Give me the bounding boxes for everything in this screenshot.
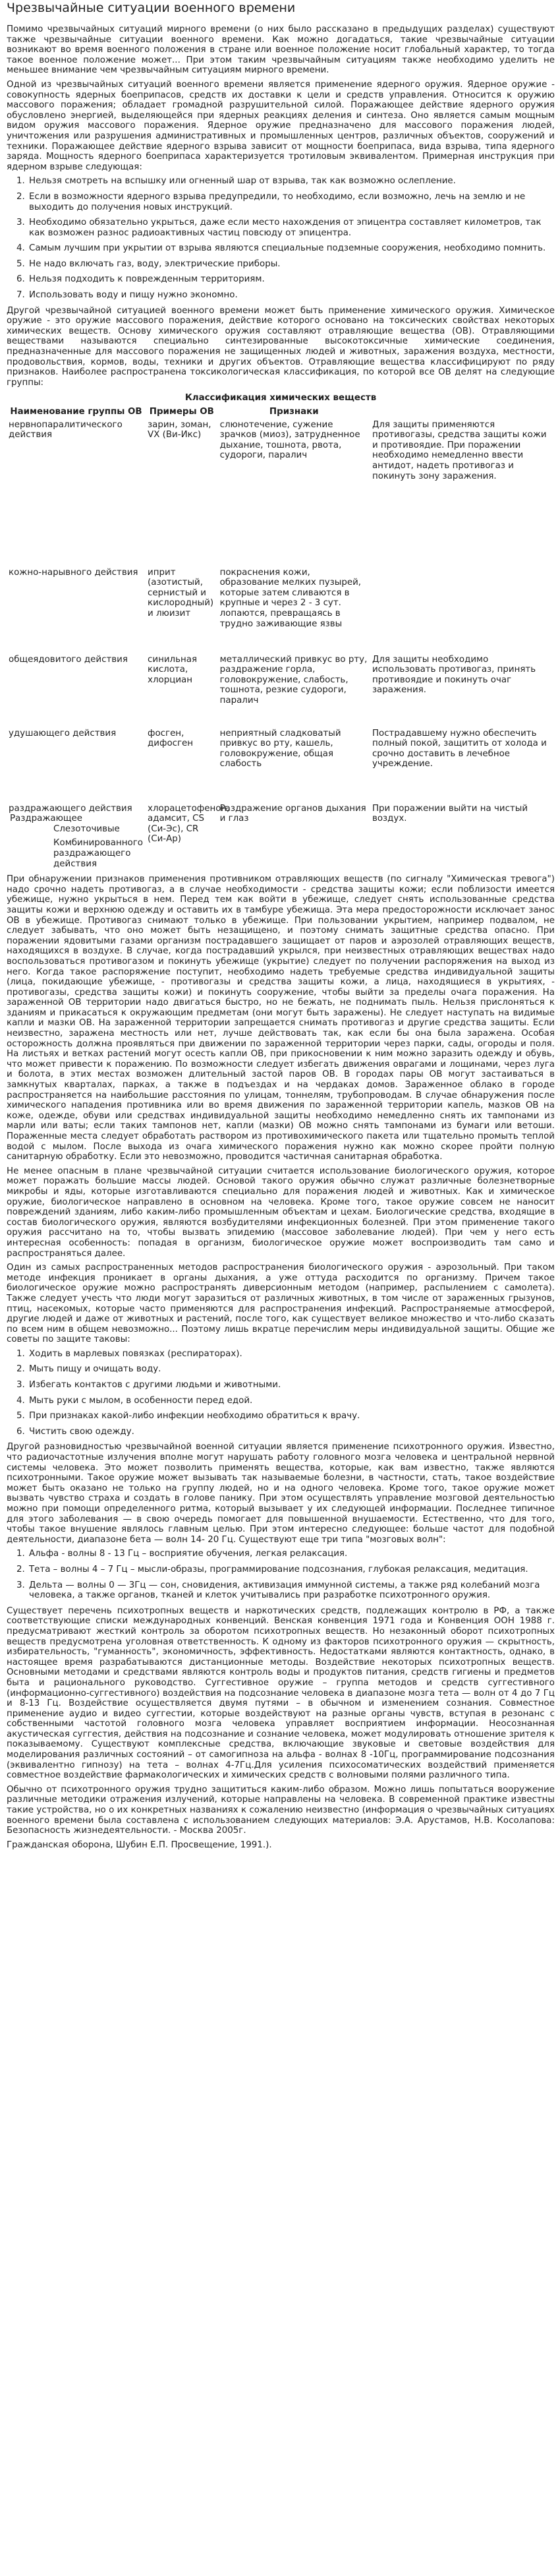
column-header-group: Наименование группы ОВ bbox=[10, 407, 142, 417]
group-cell: удушающего действия bbox=[9, 728, 117, 738]
examples-cell: зарин, зоман, VX (Ви-Икс) bbox=[148, 419, 211, 440]
list-item: 4. Самым лучшим при укрытии от взрыва являются специальные подземные сооружения, необходимо помнить. bbox=[28, 243, 555, 254]
subgroup-label: Комбинированного раздражающего действия bbox=[53, 838, 143, 869]
psychotronic-weapon-paragraph: Другой разновидностью чрезвычайной военной ситуации является применение психотронного оружия. Известно, что радиочастотные излучения вполне могут нарушать работу головного мозга человека и центральной нервной системы человека. Это может позволить применять вещества, которые, как вам известно, также являются психотронными. Такое оружие может вызывать так называемые болезни, в частности, стать, такое воздействие может быть оказано не только на группу людей, но и на одного человека. Кроме того, такое оружие может вызвать чувство страха и создать в голове панику. При этом осуществлять управление мозговой деятельностью можно при помощи определенного ритма, который вызывает у их следующей информации. Последнее типичное для этого заболевания — в свою очередь помогает для повышенной внушаемости. Естественно, что для того, чтобы такое внушение являлось главным целью. При этом интересно следующее: больше частот для подобной деятельности, диапазоне бета — волн 14- 20 Гц. Существуют еще три типа "мозговых волн": bbox=[7, 1442, 555, 1545]
list-item: 5. При признаках какой-либо инфекции необходимо обратиться к врачу. bbox=[28, 1411, 555, 1422]
extra-cell: Пострадавшему нужно обеспечить полный покой, защитить от холода и срочно доставить в лечебное учреждение. bbox=[372, 728, 547, 769]
nuclear-weapon-paragraph: Одной из чрезвычайных ситуаций военного времени является применение ядерного оружия. Ядерное оружие - совокупность ядерных боеприпасов, средств их доставки к цели и средств управления. Относится к оружию массового поражения; обладает громадной разрушительной силой. Поражающее действие ядерного оружия обусловлено энергией, выделяющейся при ядерных реакциях деления и синтеза. Оно является самым мощным видом оружия массового поражения. Ядерное оружие предназначено для массового поражения людей, уничтожения или разрушения административных и промышленных центров, различных объектов, сооружений и техники. Поражающее действие ядерного взрыва зависит от мощности боеприпаса, вида взрыва, типа ядерного заряда. Мощность ядерного боеприпаса характеризуется тротиловым эквивалентом. Примерная инструкция при ядерном взрыве следующая: bbox=[7, 79, 555, 172]
protection-paragraph: Обычно от психотронного оружия трудно защититься каким-либо образом. Можно лишь попытаться вооружение различные методики отражения излучений, которые направлены на человека. В современной практике известны такие устройства, но о их конкретных названиях к сожалению неизвестно (информация о чрезвычайных ситуациях военного времени была составлена с использованием следующих материалов: Э.А. Арустамов, Н.В. Косолапова: Безопасность жизнедеятельности. - Москва 2005г. bbox=[7, 1784, 555, 1836]
extra-cell: Для защиты применяются противогазы, средства защиты кожи и противоядие. При поражении необходимо немедленно ввести антидот, надеть противогаз и покинуть зону заражения. bbox=[372, 419, 547, 481]
extra-cell: Для защиты необходимо использовать противогаз, принять противоядие и покинуть очаг заражения. bbox=[372, 654, 536, 696]
signs-cell: металлический привкус во рту, раздражение горла, головокружение, слабость, тошнота, резкие судороги, паралич bbox=[219, 654, 368, 705]
list-item: 5. Не надо включать газ, воду, электрические приборы. bbox=[28, 259, 555, 270]
column-header-extra bbox=[370, 405, 555, 419]
intro-paragraph: Помимо чрезвычайных ситуаций мирного времени (о них было рассказано в предыдущих разделах) существуют также чрезвычайные ситуации военного времени. Как можно догадаться, такие чрезвычайные ситуации возникают во время военного положения в стране или военное положение носит глобальный характер, то тогда такое военное положение может... При этом таким чрезвычайным ситуациям также необходимо уделить не меньшее внимание чем чрезвычайным ситуациям мирного времени. bbox=[7, 24, 555, 76]
list-item: 1. Нельзя смотреть на вспышку или огненный шар от взрыва, так как возможно ослепление. bbox=[28, 176, 555, 187]
nuclear-instructions-list bbox=[7, 176, 555, 300]
list-item: 3. Необходимо обязательно укрыться, даже если место нахождения от эпицентра составляет километров, так как возможен разнос радиоактивных частиц повсюду от эпицентра. bbox=[28, 218, 555, 238]
table-row bbox=[7, 653, 555, 727]
list-item: 2. Мыть пищу и очищать воду. bbox=[28, 1364, 555, 1375]
list-item: 6. Нельзя подходить к поврежденным территориям. bbox=[28, 274, 555, 285]
list-item: 3. Избегать контактов с другими людьми и животными. bbox=[28, 1380, 555, 1391]
brain-waves-list bbox=[7, 1549, 555, 1600]
list-item: 2. Если в возможности ядерного взрыва предупредили, то необходимо, если возможно, лечь на землю и не выходить до получения новых инструкций. bbox=[28, 192, 555, 212]
signs-cell: Раздражение органов дыхания и глаз bbox=[219, 803, 366, 824]
psychotropic-substances-paragraph: Существует перечень психотропных веществ и наркотических средств, подлежащих контролю в РФ, а также соответствующие списки международных конвенций. Венская конвенция 1971 года и Конвенция ООН 1988 г. предусматривают жесткий контроль за оборотом психотропных веществ. Но незаконный оборот психотропных веществ предусмотрена уголовная ответственность. К одному из факторов психотронного оружия — скрытность, избирательность, "гуманность", экономичность, эффективность. Недостатками являются контактность, однако, в настоящее время разрабатываются дистанционные методы. Воздействие некоторых психотропных веществ. Основными методами и средствами являются контроль воды и продуктов питания, средств гигиены и предметов быта и рационального руководство. Суггестивное оружие – группа методов и средств суггестивного (информационно-суггестивного) воздействия на подсознание человека в диапазоне мозга тета — волн от 4 до 7 Гц и 8-13 Гц. Воздействие осуществляется двумя путями – в обычном и изменением сознания. Совместное применение аудио и видео суггестии, которые воздействуют на разные органы чувств, вступая в резонанс с собственными частотой головного мозга человека управляет восприятием информации. Неосознанная акустическая суггестия, действия на подсознание и сознание человека, может модулировать отношение зрителя к показываемому. Существуют комплексные средства, включающие звуковые и световые воздействия для моделирования различных состояний – от самогипноза на альфа - волнах 8 -10Гц, программирование подсознания (эквивалентно гипнозу) на тета – волнах 4-7Гц.Для усиления психосоматических воздействий применяется совместное воздействие фармакологических и химических средств с волновыми полями различного типа. bbox=[7, 1605, 555, 1781]
biological-spread-paragraph: Один из самых распространенных методов распространения биологического оружия - аэрозольный. При таком методе инфекция проникает в органы дыхания, а уже оттуда расходится по организму. Причем такое биологическое оружие можно распространять диверсионным методом (например, распылением с самолета). Также следует учесть что люди могут заразиться от различных животных, в том числе от зараженных грызунов, птиц, насекомых, которые часто применяются для распространения инфекций. Распространяемые атмосферой, другие людей и даже от животных и растений, после того, как существует великое множество и что-либо сказать по всем ним в общем невозможно... Поэтому лишь вкратце перечислим меры индивидуальной защиты. Общие же советы по защите таковы: bbox=[7, 1263, 555, 1345]
group-cell: нервнопаралитического действия bbox=[9, 419, 123, 440]
list-item: 1. Альфа - волны 8 - 13 Гц – восприятие обучения, легкая релаксация. bbox=[28, 1549, 555, 1559]
subgroup-label: Раздражающее bbox=[10, 814, 82, 824]
examples-cell: хлорацетофенон, адамсит, CS (Си-Эс), CR (Си-Ар) bbox=[148, 803, 230, 845]
chemical-weapon-paragraph: Другой чрезвычайной ситуацией военного времени может быть применение химического оружия. Химическое оружие - это оружие массового поражения, действие которого основано на токсических свойствах некоторых химических веществ. Основу химического оружия составляют отравляющие вещества (ОВ). Отравляющими веществами называются специально синтезированные высокотоксичные химические соединения, предназначенные для массового поражения не защищенных людей и животных, заражения воздуха, местности, продовольствия, кормов, воды, техники и других объектов. Отравляющие вещества классифицируют по ряду признаков. Наиболее распространена токсикологическая классификация, по которой все ОВ делят на следующие группы: bbox=[7, 305, 555, 388]
extra-cell bbox=[370, 566, 555, 653]
chemical-classification-table bbox=[7, 392, 555, 874]
table-row bbox=[7, 727, 555, 802]
subgroup-label: Слезоточивые bbox=[53, 824, 120, 834]
extra-cell: При поражении выйти на чистый воздух. bbox=[372, 803, 528, 824]
column-header-examples: Примеры ОВ bbox=[149, 407, 214, 417]
group-label: раздражающего действия bbox=[9, 803, 132, 814]
examples-cell: иприт (азотистый, сернистый и кислородный) и люизит bbox=[148, 567, 214, 618]
table-row bbox=[7, 802, 555, 875]
table-row bbox=[7, 419, 555, 566]
list-item: 7. Использовать воду и пищу нужно экономно. bbox=[28, 290, 555, 301]
table-caption: Классификация химических веществ bbox=[184, 393, 377, 404]
signs-cell: неприятный сладковатый привкус во рту, кашель, головокружение, общая слабость bbox=[219, 728, 341, 769]
group-cell: кожно-нарывного действия bbox=[9, 567, 138, 578]
table-row bbox=[7, 566, 555, 653]
biological-weapon-paragraph: Не менее опасным в плане чрезвычайной ситуации считается использование биологического оружия, которое может поражать большие массы людей. Основой такого оружия обычно служат различные болезнетворные микробы и яды, которые изготавливаются специально для поражения людей и животных. Как и химическое оружие, биологическое направлено в основном на человека. Кроме того, такое оружие совсем не наносит повреждений зданиям, либо каким-либо промышленным объектам и цехам. Биологические средства, входящие в состав биологического оружия, являются возбудителями инфекционных болезней. При этом применение такого оружия рассчитано на то, чтобы вызвать эпидемию (массовое заболевание людей). При чем у него есть интересная особенность: попадая в организм, биологическое оружие может воспроизводить там само и распространяться далее. bbox=[7, 1166, 555, 1259]
examples-cell: синильная кислота, хлорциан bbox=[148, 654, 198, 685]
biological-advice-list bbox=[7, 1349, 555, 1437]
signs-cell: слюнотечение, сужение зрачков (миоз), затрудненное дыхание, тошнота, рвота, судороги, паралич bbox=[219, 419, 360, 461]
list-item: 3. Дельта — волны 0 — 3Гц — сон, сновидения, активизация иммунной системы, а также ряд колебаний мозга человека, а также органов, тканей и клеток учитывались при разработке психотронного оружия. bbox=[28, 1580, 555, 1601]
column-header-signs: Признаки bbox=[269, 407, 319, 417]
group-cell bbox=[7, 802, 146, 875]
source-reference: Гражданская оборона, Шубин Е.П. Просвещение, 1991.). bbox=[7, 1840, 272, 1850]
page-title: Чрезвычайные ситуации военного времени bbox=[7, 1, 296, 15]
list-item: 4. Мыть руки с мылом, в особенности перед едой. bbox=[28, 1396, 555, 1406]
list-item: 1. Ходить в марлевых повязках (респираторах). bbox=[28, 1349, 555, 1360]
list-item: 2. Тета – волны 4 – 7 Гц – мысли-образы, программирование подсознания, глубокая релаксация, медитация. bbox=[28, 1565, 555, 1575]
table-header-row bbox=[7, 405, 555, 419]
examples-cell: фосген, дифосген bbox=[148, 728, 194, 749]
group-cell: общеядовитого действия bbox=[9, 654, 128, 665]
chemical-actions-paragraph: При обнаружении признаков применения противником отравляющих веществ (по сигналу "Химическая тревога") надо срочно надеть противогаз, а в случае необходимости - средства защиты кожи; если поблизости имеется убежище, нужно укрыться в нем. Перед тем как войти в убежище, следует снять использованные средства защиты кожи и верхнюю одежду и оставить их в тамбуре убежища. Эта мера предосторожности исключает занос ОВ в убежище. Противогаз снимают только в убежище. При пользовании укрытием, например подвалом, не следует забывать, что оно может быть незащищено, и поэтому снимать защитные средства опасно. При поражении ядовитыми газами организм пострадавшего защищает от паров и аэрозолей отравляющих веществ, находящихся в воздухе. В случае, когда пострадавший укрылся, при неизвестных отравляющих веществах надо воспользоваться противогазом и покинуть убежище (укрытие) следует по получении распоряжения на выход из него. Когда такое распоряжение поступит, необходимо надеть требуемые средства индивидуальной защиты (лица, покидающие убежище, - противогазы и средства защиты кожи, а лица, находящиеся в укрытиях, - противогазы, средства защиты кожи) и покинуть сооружение, чтобы выйти за пределы очага поражения. На зараженной ОВ территории надо двигаться быстро, но не бежать, не поднимать пыль. Нельзя прислоняться к зданиям и прикасаться к окружающим предметам (они могут быть заражены). Не следует наступать на видимые капли и мазки ОВ. На зараженной территории запрещается снимать противогаз и другие средства защиты. Если неизвестно, заражена местность или нет, лучше действовать так, как если бы она была заражена. Особая осторожность должна проявляться при движении по зараженной территории через парки, сады, огороды и поля. На листьях и ветках растений могут осесть капли ОВ, при прикосновении к ним можно заразить одежду и обувь, что может привести к поражению. По возможности следует избегать движения оврагами и лощинами, через луга и болота, в этих местах возможен длительный застой паров ОВ. В городах пары ОВ могут застаиваться в замкнутых кварталах, парках, а также в подъездах и на чердаках домов. Зараженное облако в городе распространяется на наибольшие расстояния по улицам, тоннелям, трубопроводам. В случае обнаружения после химического нападения противника или во время движения по зараженной территории капель, мазков ОВ на коже, одежде, обуви или средствах индивидуальной защиты необходимо немедленно снять их тампонами из марли или ваты; если таких тампонов нет, капли (мазки) ОВ можно снять тампонами из бумаги или ветоши. Пораженные места следует обработать раствором из противохимического пакета или тщательно промыть теплой водой с мылом. После выхода из очага химического поражения нужно как можно скорее пройти полную санитарную обработку. Если это невозможно, проводится частичная санитарная обработка. bbox=[7, 874, 555, 1162]
list-item: 6. Чистить свою одежду. bbox=[28, 1427, 555, 1437]
signs-cell: покраснения кожи, образование мелких пузырей, которые затем сливаются в крупные и через 2 - 3 сут. лопаются, превращаясь в трудно заживающие язвы bbox=[219, 567, 362, 629]
